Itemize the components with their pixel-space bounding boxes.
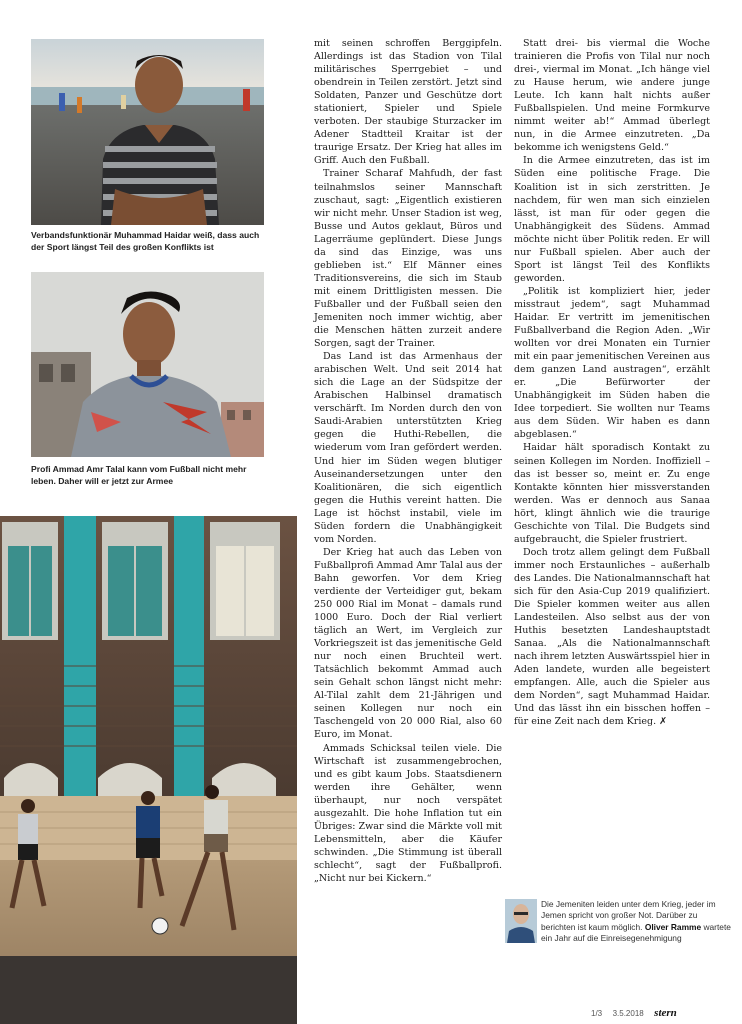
- photo-muhammad-haidar-image: [31, 39, 264, 225]
- issue-number: 1/3: [591, 1009, 603, 1018]
- photo-football-match-image: [0, 516, 297, 1024]
- author-portrait: [505, 899, 537, 943]
- article-paragraph: Das Land ist das Armenhaus der arabischen Welt. Und seit 2014 hat sich die Lage an der Südspitze der Arabischen Halbinsel dramatisch verschärft. Im Norden durch den von Saudi-Arabien unterstützten Krieg gegen die Huthi-Rebellen, die wiederum vom Iran gefördert werden. Und hier im Süden wegen blutiger Auseinandersetzungen unter den Koalitionären, die sich eigentlich gegen die Huthis vereint hatten. Die Lage ist höchst instabil, viele im Süden fordern die Unabhängigkeit vom Norden.: [314, 351, 502, 545]
- photo-football-match: [0, 516, 297, 1024]
- page-footer: [591, 1003, 721, 1021]
- magazine-logo: stern: [654, 1007, 677, 1019]
- photo-caption-haidar: Verbandsfunktionär Muhammad Haidar weiß, dass auch der Sport längst Teil des großen Konflikts ist: [31, 230, 260, 252]
- article-paragraph: mit seinen schroffen Berggipfeln. Allerdings ist das Stadion von Tilal militärisches Sperrgebiet – und obendrein in Teilen zerstört. Jetzt sind Soldaten, Panzer und Geschütze dort stationiert, Spieler und Spiele verboten. Der staubige Sturzacker im Adener Stadtteil Kraitar ist der traurige Ersatz. Der Krieg hat alles im Griff. Auch den Fußball.: [314, 38, 502, 167]
- photo-ammad-amr-talal-image: [31, 272, 264, 457]
- article-column-2: [514, 37, 710, 728]
- article-paragraph: „Politik ist kompliziert hier, jeder misstraut jedem“, sagt Muhammad Haidar. Er vertritt im jemenitischen Fußballverband die Region Aden. „Wir wollten vor drei Monaten ein Turnier mit ein paar jemenitischen Vereinen aus dem ganzen Land austragen“, erzählt er. „Die Befürworter der Unabhängigkeit im Süden haben die Idee torpediert. Sie wollten nur Teams aus dem Süden. Wir haben es dann abgeblasen.“: [514, 285, 710, 441]
- article-paragraph: Der Krieg hat auch das Leben von Fußballprofi Ammad Amr Talal aus der Bahn geworfen. Vor dem Krieg verdiente der Verteidiger gut, bekam 250 000 Rial im Monat – damals rund 1000 Euro. Doch der Rial verliert täglich an Wert, im Vergleich zur Vorkriegszeit ist das jemenitische Geld nur noch einen Bruchteil wert. Tatsächlich bekommt Ammad auch sein Gehalt schon längst nicht mehr: Al-Tilal zahlt dem 21-Jährigen und seinen Kollegen nur noch ein Taschengeld von 20 000 Rial, also 60 Euro, im Monat.: [314, 546, 502, 741]
- photo-ammad-amr-talal: [31, 272, 264, 457]
- photo-caption-talal: Profi Ammad Amr Talal kann vom Fußball nicht mehr leben. Daher will er jetzt zur Armee: [31, 464, 247, 486]
- author-note-intro: Die Jemeniten leiden unter dem Krieg, jeder im Jemen spricht von großer Not. Darüber zu berichten ist kaum möglich.: [541, 899, 716, 932]
- article-column-1: [314, 37, 502, 885]
- author-portrait-image: [505, 899, 537, 943]
- issue-date: 3.5.2018: [612, 1009, 644, 1018]
- author-box: [505, 899, 730, 979]
- photo-muhammad-haidar: [31, 39, 264, 225]
- author-name: Oliver Ramme: [644, 921, 702, 932]
- article-paragraph: In die Armee einzutreten, das ist im Süden eine politische Frage. Die Koalition ist in sich zerstritten. Je nachdem, für wen man sich einzielen lässt, ist man für oder gegen die Unabhängigkeit des Südens. Ammad möchte nicht über Politik reden. Er will nur Fußball spielen. Aber auch der Sport ist längst Teil des Konflikts geworden.: [514, 155, 710, 284]
- article-paragraph: Statt drei- bis viermal die Woche trainieren die Profis von Tilal nur noch drei-, viermal im Monat. „Ich hänge viel zu Hause herum, wie andere junge Leute. Ich kann halt nichts außer Fußballspielen. Und meine Formkurve nimmt weiter ab!“ Ammad überlegt nun, in die Armee einzutreten. „Da bekomme ich wenigstens Geld.“: [514, 38, 710, 154]
- article-paragraph: Haidar hält sporadisch Kontakt zu seinen Kollegen im Norden. Inoffiziell – das ist besser so, meint er. Zu enge Kontakte könnten hier missverstanden werden. Was er dennoch aus Sanaa hört, klingt ähnlich wie die traurige Geschichte von Tilal. Die Budgets sind aufgebraucht, die Spieler frustriert.: [514, 442, 710, 545]
- article-paragraph: Ammads Schicksal teilen viele. Die Wirtschaft ist zusammengebrochen, und es gibt kaum Jobs. Staatsdienern werden ihre Gehälter, wenn überhaupt, nur noch verspätet ausgezahlt. Die hohe Inflation tut ein Übriges: Zwar sind die Märkte voll mit Lebensmitteln, aber die Käufer schwinden. „Die Stimmung ist überall schlecht“, sagt der Fußballprofi. „Nicht nur bei Kickern.“: [314, 742, 502, 884]
- article-paragraph: Doch trotz allem gelingt dem Fußball immer noch Erstaunliches – außerhalb des Landes. Die Nationalmannschaft hat sich für den Asia-Cup 2019 qualifiziert. Die Spieler kommen weiter aus allen Landesteilen. Also selbst aus der von Huthis besetzten Landeshauptstadt Sanaa. „Als die Nationalmannschaft nach ihrem letzten Auswärtsspiel hier in Aden landete, wurden alle begeistert empfangen. Alle, auch die Spieler aus dem Norden“, sagt Muhammad Haidar. Und das lässt ihn ein bisschen hoffen – für eine Zeit nach dem Krieg. ✗: [514, 546, 710, 728]
- author-note-outro: wartete ein Jahr auf die Einreisegenehmigung: [541, 921, 731, 943]
- article-paragraph: Trainer Scharaf Mahfudh, der fast teilnahmslos seiner Mannschaft zuschaut, sagt: „Eigentlich existieren wir nicht mehr. Unser Stadion ist weg, Busse und Autos geklaut, Büros und Lagerräume geplündert. Diese Jungs da sind das Einzige, was uns geblieben ist.“ Elf Männer eines Traditionsvereins, die sich im Staub mit einem Drittligisten messen. Die Fußballer und der Fußball seien den Jemeniten noch immer wichtig, aber die Menschen hätten zurzeit andere Sorgen, sagt der Trainer.: [314, 168, 502, 350]
- author-note: [541, 899, 731, 944]
